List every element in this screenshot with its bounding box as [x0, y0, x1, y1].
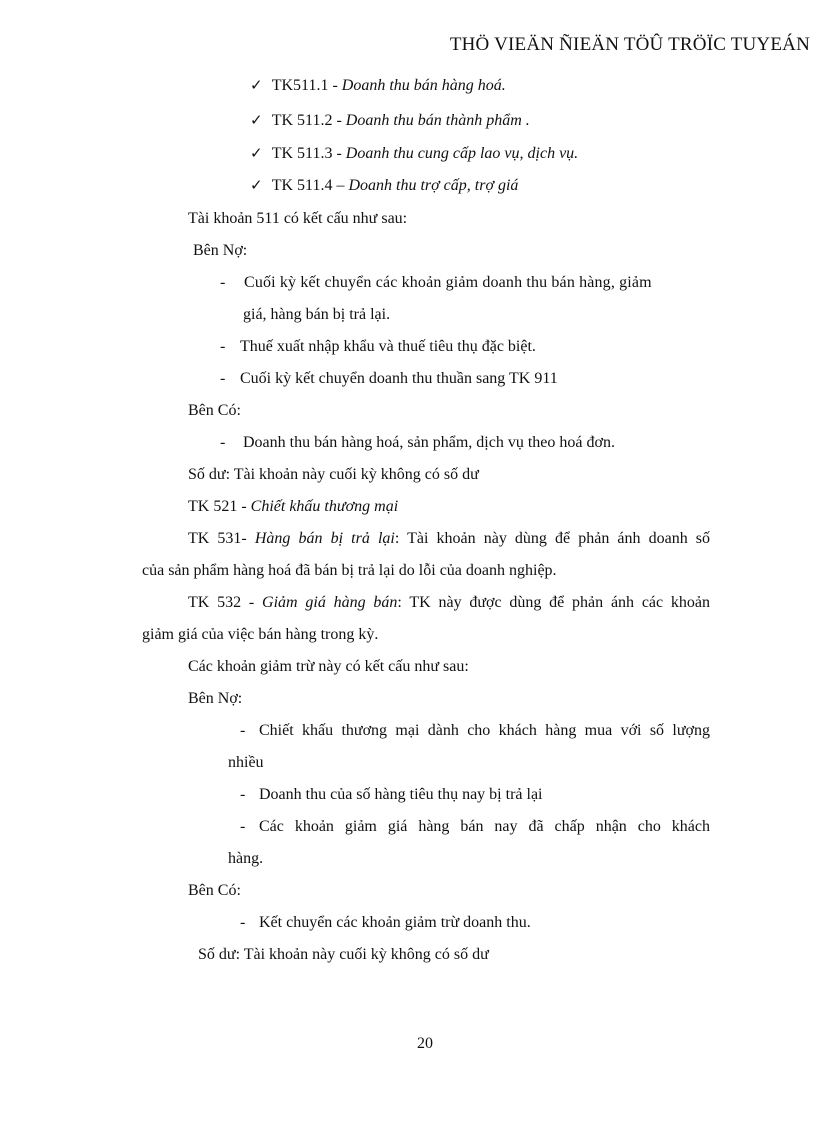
tk532-continuation: giảm giá của việc bán hàng trong kỳ.	[142, 626, 379, 643]
sub-account-code: TK511.1 -	[271, 77, 338, 94]
dash-bullet: -	[240, 914, 246, 931]
dash-bullet: -	[240, 722, 246, 739]
sub-account-name: Doanh thu cung cấp lao vụ, dịch vụ.	[345, 145, 579, 162]
credit-item-text: Kết chuyển các khoản giảm trừ doanh thu.	[259, 914, 531, 931]
tk531-paragraph	[188, 529, 710, 549]
debit-item-continuation: giá, hàng bán bị trả lại.	[243, 306, 391, 323]
tk532-text: : TK này được dùng để phản ánh các khoản	[397, 594, 711, 611]
tk531-text: : Tài khoản này dùng để phản ánh doanh số	[394, 530, 711, 547]
debit-item	[220, 369, 558, 389]
debit-item-text: Cuối kỳ kết chuyển các khoản giảm doanh thu bán hàng, giảm	[244, 274, 652, 291]
debit-item-continuation: hàng.	[228, 850, 264, 867]
debit-item-text: Các khoản giảm giá hàng bán nay đã chấp nhận cho khách	[259, 818, 710, 835]
debit-item-continuation: nhiều	[228, 754, 264, 771]
dash-bullet: -	[220, 338, 226, 355]
tk532-name: Giảm giá hàng bán	[262, 594, 398, 611]
page-header: THÖ VIEÄN ÑIEÄN TÖÛ TRÖÏC TUYEÁN	[449, 34, 810, 55]
tk521-name: Chiết khấu thương mại	[250, 498, 399, 515]
sub-account-code: TK 511.2 -	[271, 112, 342, 129]
debit-item-text: Thuế xuất nhập khẩu và thuế tiêu thụ đặc biệt.	[240, 338, 536, 355]
debit-item-text: Chiết khấu thương mại dành cho khách hàng mua với số lượng	[259, 722, 710, 739]
tk531-continuation: của sản phẩm hàng hoá đã bán bị trả lại do lỗi của doanh nghiệp.	[142, 562, 557, 579]
debit-item	[240, 785, 542, 805]
credit-label: Bên Có:	[188, 882, 241, 899]
debit-item	[220, 337, 536, 357]
tk531-name: Hàng bán bị trả lại	[254, 530, 395, 547]
dash-bullet: -	[220, 370, 226, 387]
sub-account-item	[250, 176, 518, 196]
dash-bullet: -	[220, 274, 226, 291]
sub-account-item	[250, 144, 578, 164]
tk531-code: TK 531-	[188, 530, 247, 547]
sub-account-code: TK 511.3 -	[271, 145, 342, 162]
debit-item	[220, 273, 652, 293]
dash-bullet: -	[220, 434, 226, 451]
tk532-paragraph	[188, 593, 710, 613]
sub-account-item	[250, 111, 530, 131]
credit-item-text: Doanh thu bán hàng hoá, sản phẩm, dịch vụ theo hoá đơn.	[243, 434, 615, 451]
credit-item	[240, 913, 531, 933]
balance-text: Số dư: Tài khoản này cuối kỳ không có số dư	[188, 466, 479, 483]
credit-label: Bên Có:	[188, 402, 241, 419]
deductions-intro: Các khoản giảm trừ này có kết cấu như sau:	[188, 658, 469, 675]
tk532-code: TK 532 -	[188, 594, 255, 611]
debit-item	[240, 721, 710, 741]
sub-account-code: TK 511.4 –	[271, 177, 345, 194]
checkmark-icon: ✓	[250, 113, 263, 129]
structure-intro: Tài khoản 511 có kết cấu như sau:	[188, 210, 408, 227]
tk521-code: TK 521 -	[188, 498, 247, 515]
sub-account-name: Doanh thu bán hàng hoá.	[341, 77, 506, 94]
dash-bullet: -	[240, 786, 246, 803]
debit-item-text: Doanh thu của số hàng tiêu thụ nay bị trả lại	[259, 786, 543, 803]
debit-label: Bên Nợ:	[188, 690, 243, 707]
sub-account-name: Doanh thu trợ cấp, trợ giá	[348, 177, 519, 194]
credit-item	[220, 433, 615, 453]
debit-label: Bên Nợ:	[193, 242, 248, 259]
checkmark-icon: ✓	[250, 178, 263, 194]
checkmark-icon: ✓	[250, 78, 263, 94]
sub-account-name: Doanh thu bán thành phẩm .	[345, 112, 530, 129]
tk521-line	[188, 497, 398, 517]
debit-item	[240, 817, 710, 837]
balance-text: Số dư: Tài khoản này cuối kỳ không có số dư	[198, 946, 489, 963]
checkmark-icon: ✓	[250, 146, 263, 162]
page-number: 20	[417, 1035, 433, 1052]
debit-item-text: Cuối kỳ kết chuyển doanh thu thuần sang TK 911	[240, 370, 558, 387]
dash-bullet: -	[240, 818, 246, 835]
sub-account-item	[250, 76, 506, 96]
